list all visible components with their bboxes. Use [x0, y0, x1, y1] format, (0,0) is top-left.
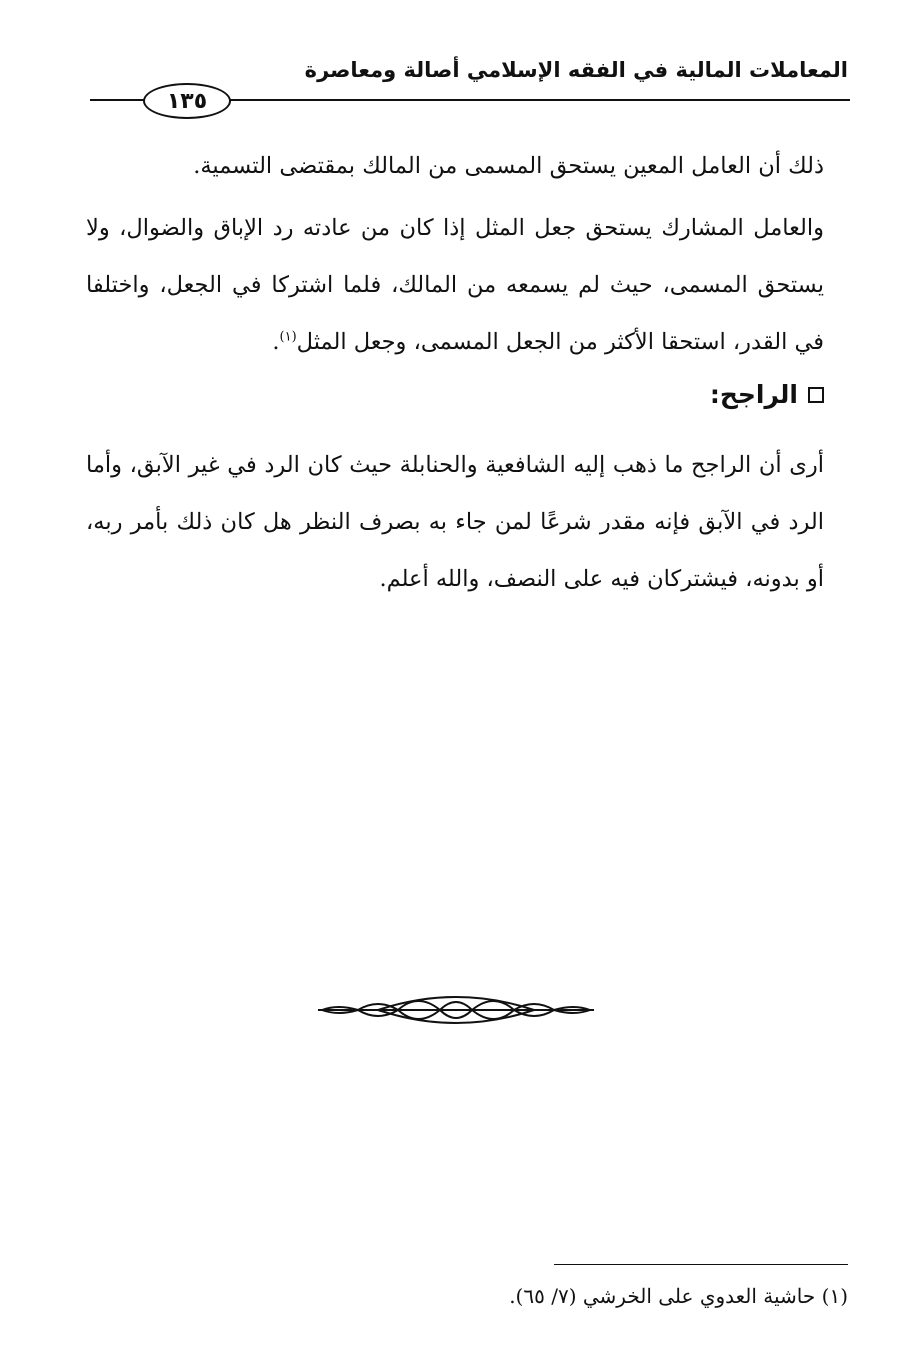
- paragraph-1: ذلك أن العامل المعين يستحق المسمى من المالك بمقتضى التسمية.: [193, 153, 824, 179]
- ornament-divider-icon: [318, 990, 594, 1030]
- paragraph-2: [86, 200, 824, 371]
- page-number-badge: ١٣٥: [143, 83, 231, 119]
- section-heading: [710, 380, 824, 409]
- section-heading-text: الراجح:: [709, 380, 798, 409]
- footnote-reference: (١): [279, 329, 297, 345]
- footnote-separator: [554, 1264, 848, 1265]
- paragraph-2-end: .: [272, 329, 280, 355]
- square-bullet-icon: [808, 387, 824, 403]
- running-title: المعاملات المالية في الفقه الإسلامي أصالة ومعاصرة: [304, 58, 848, 82]
- footnote: (١) حاشية العدوي على الخرشي (٧/ ٦٥).: [509, 1284, 848, 1308]
- paragraph-3: أرى أن الراجح ما ذهب إليه الشافعية والحنابلة حيث كان الرد في غير الآبق، وأما الرد في الآبق فإنه مقدر شرعًا لمن جاء به بصرف النظر هل كان ذلك بأمر ربه، أو بدونه، فيشتركان فيه على النصف، والله أعلم.: [86, 452, 824, 592]
- paragraph-2-text: والعامل المشارك يستحق جعل المثل إذا كان من عادته رد الإباق والضوال، ولا يستحق المسمى، حيث لم يسمعه من المالك، فلما اشتركا في الجعل، واختلفا في القدر، استحقا الأكثر من الجعل المسمى، وجعل المثل: [86, 215, 824, 355]
